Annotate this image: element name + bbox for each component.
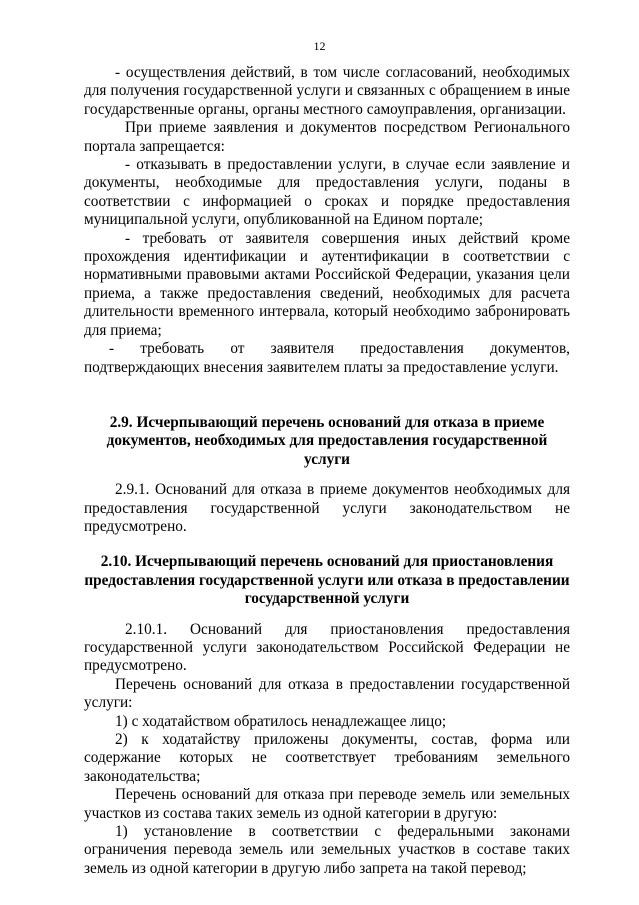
- paragraph-require-documents: - требовать от заявителя предоставления документов, подтверждающих внесения заявителем платы за предоставление услуги.: [84, 340, 570, 376]
- list-item-federal-restrictions: 1) установление в соответствии с федеральными законами ограничения перевода земель или земельных участков в составе таких земель из одной категории в другую либо запрета на такой перевод;: [84, 823, 570, 877]
- paragraph-require-actions: - требовать от заявителя совершения иных действий кроме прохождения идентификации и аутентификации в соответствии с нормативными правовыми актами Российской Федерации, указания цели приема, а также предоставления сведений, необходимых для расчета длительности временного интервала, который необходимо забронировать для приема;: [84, 229, 570, 339]
- paragraph-actions: - осуществления действий, в том числе согласований, необходимых для получения государственной услуги и связанных с обращением в иные государственные органы, органы местного самоуправления, организации.: [84, 64, 570, 118]
- section-heading-2-9: 2.9. Исчерпывающий перечень оснований для отказа в приеме документов, необходимых для предоставления государственной услуги: [106, 413, 548, 468]
- list-item-improper-person: 1) с ходатайством обратилось ненадлежащее лицо;: [115, 712, 447, 730]
- paragraph-land-transfer-grounds: Перечень оснований для отказа при переводе земель или земельных участков из состава таких земель из одной категории в другую:: [84, 786, 570, 822]
- document-body: [84, 64, 570, 878]
- paragraph-portal-intro: При приеме заявления и документов посредством Регионального портала запрещается:: [84, 119, 570, 155]
- section-heading-2-10: 2.10. Исчерпывающий перечень оснований для приостановления предоставления государственной услуги или отказа в предоставлении государственной услуги: [84, 553, 570, 608]
- paragraph-2-10-1: 2.10.1. Оснований для приостановления предоставления государственной услуги законодательством Российской Федерации не предусмотрено.: [84, 620, 570, 675]
- paragraph-2-9-1: 2.9.1. Оснований для отказа в приеме документов необходимых для предоставления государственной услуги законодательством не предусмотрено.: [84, 481, 570, 535]
- list-item-nonconforming-documents: 2) к ходатайству приложены документы, состав, форма или содержание которых не соответствует требованиям земельного законодательства;: [84, 731, 570, 785]
- paragraph-refuse-service: - отказывать в предоставлении услуги, в случае если заявление и документы, необходимые для предоставления услуги, поданы в соответствии с информацией о сроках и порядке предоставления муниципальной услуги, опубликованной на Едином портале;: [84, 156, 570, 229]
- page-number: 12: [313, 39, 326, 53]
- paragraph-refusal-grounds: Перечень оснований для отказа в предоставлении государственной услуги:: [84, 675, 570, 712]
